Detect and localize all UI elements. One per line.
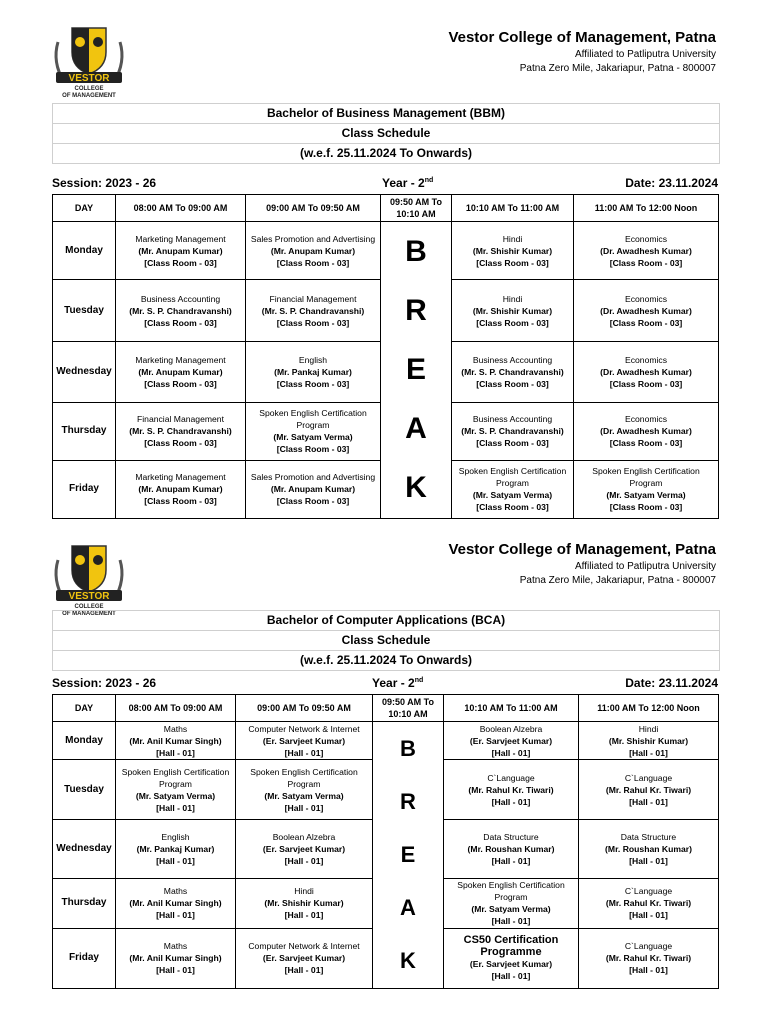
room-label: [Class Room - 03] — [276, 257, 350, 268]
teacher-name: (Mr. Roushan Kumar) — [467, 843, 555, 854]
subject-name: Economics — [624, 293, 668, 304]
college-name: Vestor College of Management, Patna — [448, 29, 716, 46]
teacher-name: (Mr. S. P. Chandravanshi) — [461, 426, 564, 437]
teacher-name: (Mr. Rahul Kr. Tiwari) — [605, 898, 692, 909]
room-label: [Hall - 01] — [629, 796, 668, 807]
subject-name: Boolean Alzebra — [479, 723, 543, 734]
program-title-box — [52, 610, 720, 671]
subject-name: Business Accounting — [472, 354, 553, 365]
class-cell — [116, 928, 236, 988]
table-header-row — [53, 695, 719, 722]
day-cell: Wednesday — [53, 820, 116, 878]
subject-name: Financial Management — [137, 414, 224, 425]
room-label: [Hall - 01] — [156, 747, 195, 758]
teacher-name: (Mr. S. P. Chandravanshi) — [461, 366, 564, 377]
timetable — [52, 694, 719, 989]
class-cell — [116, 722, 236, 760]
class-cell — [116, 342, 246, 402]
room-label: [Class Room - 03] — [476, 317, 549, 328]
break-letter: A — [405, 412, 427, 446]
session-row — [52, 174, 718, 190]
subject-name: C`Language — [487, 772, 535, 783]
header-slot-2: 09:00 AM To 09:50 AM — [236, 695, 373, 722]
logo-text-vestor: VESTOR — [68, 73, 110, 84]
room-label: [Hall - 01] — [491, 971, 531, 982]
room-label: [Hall - 01] — [491, 796, 531, 807]
class-cell — [246, 280, 381, 342]
room-label: [Class Room - 03] — [609, 317, 683, 328]
subject-name: Hindi — [294, 886, 314, 897]
subject-name: Spoken English Certification Program — [250, 766, 358, 789]
room-label: [Class Room - 03] — [476, 438, 549, 449]
teacher-name: (Mr. Pankaj Kumar) — [274, 366, 352, 377]
subject-name: Spoken English Certification Program — [458, 466, 567, 489]
teacher-name: (Mr. Pankaj Kumar) — [136, 843, 215, 854]
table-row — [53, 722, 719, 760]
room-label: [Hall - 01] — [491, 747, 531, 758]
header-slot-3: 10:10 AM To 11:00 AM — [452, 195, 574, 222]
teacher-name: (Dr. Awadhesh Kumar) — [600, 305, 692, 316]
subject-name: Sales Promotion and Advertising — [250, 233, 376, 244]
subject-name: Marketing Management — [135, 472, 226, 483]
room-label: [Hall - 01] — [629, 855, 668, 866]
room-label: [Class Room - 03] — [276, 496, 350, 507]
class-cell — [574, 222, 719, 280]
day-cell: Thursday — [53, 878, 116, 928]
class-cell — [236, 760, 373, 820]
college-logo — [50, 540, 128, 618]
teacher-name: (Mr. Anil Kumar Singh) — [129, 953, 222, 964]
class-cell — [236, 820, 373, 878]
subject-name: Marketing Management — [135, 233, 226, 244]
break-cell — [381, 222, 452, 519]
teacher-name: (Er. Sarvjeet Kumar) — [469, 959, 553, 970]
wef-text: (w.e.f. 25.11.2024 To Onwards) — [53, 144, 719, 164]
teacher-name: (Mr. Rahul Kr. Tiwari) — [605, 784, 692, 795]
subject-name: Hindi — [502, 233, 523, 244]
class-cell — [116, 820, 236, 878]
room-label: [Hall - 01] — [284, 855, 324, 866]
subject-name: Boolean Alzebra — [272, 831, 336, 842]
teacher-name: (Dr. Awadhesh Kumar) — [600, 426, 692, 437]
teacher-name: (Mr. Satyam Verma) — [606, 490, 686, 501]
teacher-name: (Mr. S. P. Chandravanshi) — [129, 426, 232, 437]
header-break: 09:50 AM To 10:10 AM — [373, 695, 444, 722]
college-name: Vestor College of Management, Patna — [448, 541, 716, 558]
class-cell — [246, 222, 381, 280]
class-cell — [452, 342, 574, 402]
class-cell — [579, 878, 719, 928]
college-affiliation: Affiliated to Patliputra University — [575, 561, 716, 572]
logo-text-vestor: VESTOR — [68, 591, 110, 602]
subject-name: Business Accounting — [472, 414, 553, 425]
teacher-name: (Dr. Awadhesh Kumar) — [600, 366, 692, 377]
class-cell — [579, 722, 719, 760]
table-header-row — [53, 195, 719, 222]
teacher-name: (Mr. Roushan Kumar) — [605, 843, 692, 854]
room-label: [Class Room - 03] — [476, 257, 549, 268]
logo-text-management: OF MANAGEMENT — [62, 611, 116, 617]
room-label: [Class Room - 03] — [144, 496, 217, 507]
header-slot-1: 08:00 AM To 09:00 AM — [116, 195, 246, 222]
break-letter: R — [405, 293, 427, 327]
header-day: DAY — [53, 195, 116, 222]
break-letter: B — [400, 735, 416, 761]
teacher-name: (Mr. Anupam Kumar) — [270, 484, 356, 495]
class-cell — [116, 222, 246, 280]
header-slot-3: 10:10 AM To 11:00 AM — [444, 695, 579, 722]
subject-name: CS50 Certification Programme — [463, 934, 559, 959]
year-label: Year - 2nd — [372, 676, 424, 690]
teacher-name: (Mr. Rahul Kr. Tiwari) — [468, 784, 554, 795]
subject-name: C`Language — [624, 941, 673, 952]
class-cell — [236, 878, 373, 928]
break-letter: B — [405, 234, 427, 268]
class-cell — [444, 878, 579, 928]
class-cell — [579, 928, 719, 988]
class-cell — [116, 280, 246, 342]
class-cell — [444, 928, 579, 988]
break-cell — [373, 722, 444, 989]
college-header — [448, 540, 716, 588]
header-slot-1: 08:00 AM To 09:00 AM — [116, 695, 236, 722]
subject-name: Economics — [624, 354, 668, 365]
class-cell — [579, 760, 719, 820]
room-label: [Class Room - 03] — [276, 444, 350, 455]
bca-schedule-section — [0, 520, 768, 1024]
room-label: [Hall - 01] — [156, 802, 195, 813]
break-letter: E — [400, 841, 416, 867]
teacher-name: (Er. Sarvjeet Kumar) — [262, 735, 346, 746]
room-label: [Class Room - 03] — [276, 378, 350, 389]
logo-text-college: COLLEGE — [74, 86, 104, 92]
teacher-name: (Mr. Shishir Kumar) — [264, 898, 344, 909]
day-cell: Tuesday — [53, 280, 116, 342]
timetable — [52, 194, 719, 519]
schedule-title: Class Schedule — [53, 124, 719, 144]
class-cell — [116, 460, 246, 518]
teacher-name: (Mr. Shishir Kumar) — [608, 735, 689, 746]
class-cell — [574, 460, 719, 518]
class-cell — [574, 342, 719, 402]
teacher-name: (Mr. S. P. Chandravanshi) — [129, 305, 232, 316]
subject-name: C`Language — [624, 886, 673, 897]
room-label: [Hall - 01] — [156, 910, 195, 921]
teacher-name: (Mr. Rahul Kr. Tiwari) — [605, 953, 692, 964]
header-break: 09:50 AM To 10:10 AM — [381, 195, 452, 222]
class-cell — [452, 222, 574, 280]
class-cell — [574, 280, 719, 342]
teacher-name: (Er. Sarvjeet Kumar) — [262, 953, 346, 964]
class-cell — [452, 460, 574, 518]
class-cell — [116, 760, 236, 820]
subject-name: Business Accounting — [140, 293, 221, 304]
subject-name: Spoken English Certification Program — [457, 880, 565, 903]
session-row — [52, 674, 718, 690]
subject-name: English — [298, 354, 328, 365]
college-affiliation: Affiliated to Patliputra University — [575, 49, 716, 60]
room-label: [Hall - 01] — [491, 855, 531, 866]
class-cell — [116, 878, 236, 928]
subject-name: Sales Promotion and Advertising — [250, 472, 376, 483]
subject-name: English — [161, 831, 190, 842]
teacher-name: (Mr. S. P. Chandravanshi) — [261, 305, 365, 316]
class-cell — [452, 402, 574, 460]
break-letter: E — [405, 352, 426, 386]
class-cell — [116, 402, 246, 460]
subject-name: Spoken English Certification Program — [121, 766, 230, 789]
teacher-name: (Er. Sarvjeet Kumar) — [262, 843, 346, 854]
teacher-name: (Mr. Satyam Verma) — [264, 790, 344, 801]
room-label: [Class Room - 03] — [144, 257, 217, 268]
room-label: [Class Room - 03] — [609, 257, 683, 268]
room-label: [Class Room - 03] — [476, 502, 549, 513]
college-address: Patna Zero Mile, Jakariapur, Patna - 800007 — [519, 63, 716, 74]
subject-name: Hindi — [502, 293, 523, 304]
room-label: [Hall - 01] — [629, 747, 668, 758]
teacher-name: (Dr. Awadhesh Kumar) — [600, 245, 692, 256]
class-cell — [444, 760, 579, 820]
subject-name: Spoken English Certification Program — [259, 408, 367, 431]
room-label: [Class Room - 03] — [476, 378, 549, 389]
date-label: Date: 23.11.2024 — [625, 676, 718, 690]
room-label: [Hall - 01] — [156, 855, 195, 866]
class-cell — [246, 342, 381, 402]
class-cell — [579, 820, 719, 878]
class-cell — [236, 722, 373, 760]
program-title: Bachelor of Computer Applications (BCA) — [53, 611, 719, 631]
logo-text-college: COLLEGE — [74, 604, 104, 610]
day-cell: Friday — [53, 460, 116, 518]
class-cell — [236, 928, 373, 988]
header-slot-4: 11:00 AM To 12:00 Noon — [579, 695, 719, 722]
subject-name: Marketing Management — [135, 354, 226, 365]
teacher-name: (Mr. Satyam Verma) — [472, 490, 553, 501]
teacher-name: (Mr. Shishir Kumar) — [472, 245, 553, 256]
subject-name: Economics — [624, 233, 668, 244]
date-label: Date: 23.11.2024 — [625, 176, 718, 190]
teacher-name: (Mr. Shishir Kumar) — [472, 305, 553, 316]
teacher-name: (Mr. Anupam Kumar) — [138, 366, 223, 377]
room-label: [Class Room - 03] — [276, 317, 350, 328]
subject-name: Data Structure — [620, 831, 677, 842]
room-label: [Class Room - 03] — [144, 317, 217, 328]
room-label: [Hall - 01] — [491, 916, 531, 927]
room-label: [Class Room - 03] — [609, 502, 683, 513]
teacher-name: (Mr. Satyam Verma) — [471, 904, 551, 915]
subject-name: Financial Management — [269, 293, 357, 304]
header-day: DAY — [53, 695, 116, 722]
table-row — [53, 222, 719, 280]
session-label: Session: 2023 - 26 — [52, 676, 157, 690]
subject-name: Data Structure — [483, 831, 539, 842]
class-cell — [452, 280, 574, 342]
subject-name: Hindi — [638, 723, 659, 734]
day-cell: Monday — [53, 222, 116, 280]
break-letter: A — [400, 895, 416, 921]
teacher-name: (Mr. Anupam Kumar) — [138, 245, 223, 256]
day-cell: Tuesday — [53, 760, 116, 820]
room-label: [Class Room - 03] — [144, 438, 217, 449]
room-label: [Hall - 01] — [284, 747, 324, 758]
subject-name: Computer Network & Internet — [248, 941, 360, 952]
teacher-name: (Er. Sarvjeet Kumar) — [469, 735, 553, 746]
class-cell — [574, 402, 719, 460]
room-label: [Hall - 01] — [629, 965, 668, 976]
program-title-box — [52, 103, 720, 164]
college-logo — [50, 22, 128, 100]
subject-name: C`Language — [624, 772, 673, 783]
teacher-name: (Mr. Anupam Kumar) — [138, 484, 223, 495]
header-slot-2: 09:00 AM To 09:50 AM — [246, 195, 381, 222]
subject-name: Economics — [624, 414, 668, 425]
class-cell — [246, 460, 381, 518]
class-cell — [444, 722, 579, 760]
break-letter: R — [400, 788, 416, 814]
subject-name: Spoken English Certification Program — [592, 466, 700, 489]
room-label: [Hall - 01] — [284, 910, 324, 921]
room-label: [Class Room - 03] — [609, 378, 683, 389]
header-slot-4: 11:00 AM To 12:00 Noon — [574, 195, 719, 222]
subject-name: Computer Network & Internet — [248, 723, 360, 734]
room-label: [Hall - 01] — [156, 965, 195, 976]
teacher-name: (Mr. Satyam Verma) — [273, 432, 353, 443]
class-cell — [444, 820, 579, 878]
room-label: [Hall - 01] — [284, 802, 324, 813]
day-cell: Monday — [53, 722, 116, 760]
teacher-name: (Mr. Satyam Verma) — [135, 790, 216, 801]
room-label: [Class Room - 03] — [144, 378, 217, 389]
break-letter: K — [400, 948, 416, 974]
room-label: [Hall - 01] — [629, 910, 668, 921]
program-title: Bachelor of Business Management (BBM) — [53, 104, 719, 124]
day-cell: Wednesday — [53, 342, 116, 402]
schedule-title: Class Schedule — [53, 631, 719, 651]
college-address: Patna Zero Mile, Jakariapur, Patna - 800007 — [519, 575, 716, 586]
college-header — [448, 28, 716, 76]
room-label: [Hall - 01] — [284, 965, 324, 976]
room-label: [Class Room - 03] — [609, 438, 683, 449]
year-label: Year - 2nd — [382, 176, 434, 190]
teacher-name: (Mr. Anil Kumar Singh) — [129, 898, 222, 909]
class-cell — [246, 402, 381, 460]
logo-text-management: OF MANAGEMENT — [62, 93, 116, 99]
day-cell: Thursday — [53, 402, 116, 460]
day-cell: Friday — [53, 928, 116, 988]
subject-name: Maths — [163, 886, 188, 897]
teacher-name: (Mr. Anil Kumar Singh) — [129, 735, 222, 746]
teacher-name: (Mr. Anupam Kumar) — [270, 245, 356, 256]
session-label: Session: 2023 - 26 — [52, 176, 157, 190]
subject-name: Maths — [163, 723, 188, 734]
wef-text: (w.e.f. 25.11.2024 To Onwards) — [53, 651, 719, 671]
subject-name: Maths — [163, 941, 188, 952]
break-letter: K — [405, 471, 427, 505]
